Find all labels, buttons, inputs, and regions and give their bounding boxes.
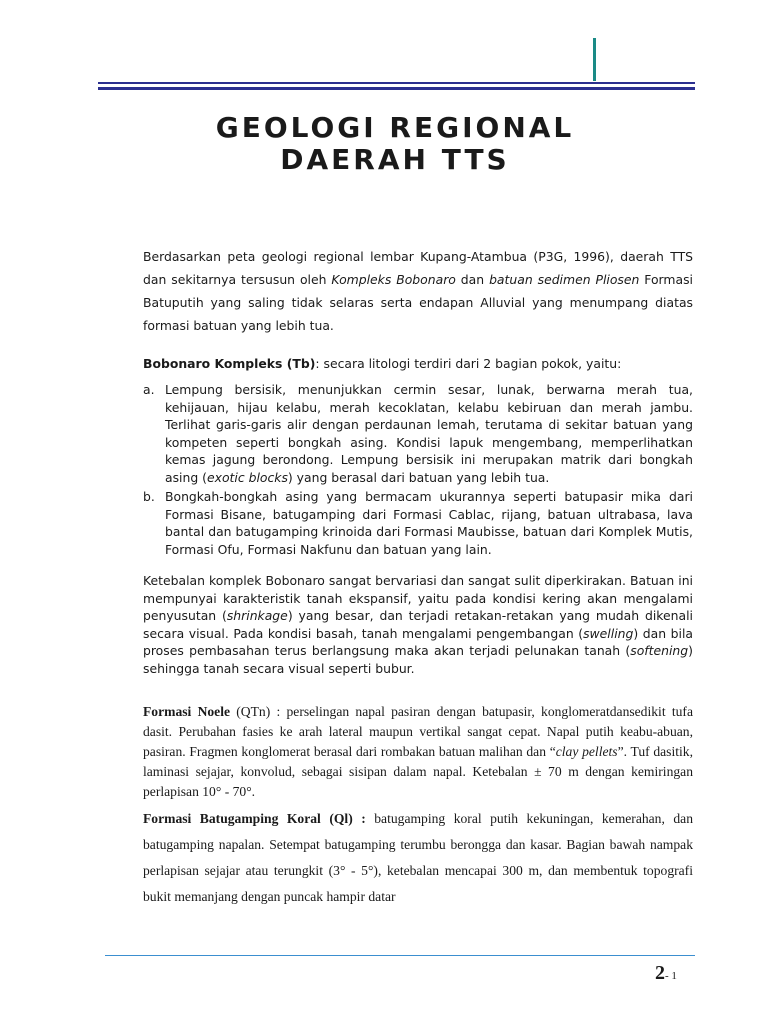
bobonaro-paragraph bbox=[143, 352, 693, 375]
thickness-italic-3: softening bbox=[630, 643, 689, 658]
intro-text-2: dan bbox=[455, 272, 490, 287]
thickness-italic-2: swelling bbox=[583, 625, 634, 641]
koral-heading: Formasi Batugamping Koral (Ql) : bbox=[143, 811, 366, 826]
list-a-italic: exotic blocks bbox=[206, 469, 288, 485]
intro-text-3: Formasi Batuputih yang saling tidak selaras serta endapan Alluvial yang menumpang diatas formasi batuan yang lebih tua. bbox=[143, 272, 693, 333]
noele-heading: Formasi Noele bbox=[143, 704, 231, 719]
bobonaro-list bbox=[143, 381, 693, 560]
koral-text: batugamping koral putih kekuningan, kemerahan, dan batugamping napalan. Setempat batugamping terumbu berongga dan kasar. Bagian bawah nampak perlapisan sejajar atau terungkit (3° - 5°), ketebalan mencapai 300 m, dan membentuk topografi bukit memanjang dengan puncak hampir datar bbox=[143, 811, 693, 904]
list-a-text-2: ) yang berasal dari batuan yang lebih tua. bbox=[287, 469, 550, 485]
intro-italic-1: Kompleks Bobonaro bbox=[331, 272, 456, 287]
noele-text-1: (QTn) : perselingan napal pasiran dengan batupasir, konglomeratdansedikit tufa dasit. Perubahan fasies ke arah lateral maupun vertikal sangat cepat. Napal putih keabu-abuan, pasiran. Fragmen konglomerat berasal dari rombakan batuan malihan dan “ bbox=[143, 704, 693, 759]
page-title bbox=[150, 112, 640, 176]
intro-text-1: Berdasarkan peta geologi regional lembar Kupang-Atambua (P3G, 1996), daerah TTS dan sekitarnya tersusun oleh bbox=[143, 249, 693, 287]
header-rule-bottom bbox=[98, 87, 695, 90]
list-marker-b: b. bbox=[143, 489, 155, 504]
footer-rule bbox=[105, 955, 695, 956]
bobonaro-text: : secara litologi terdiri dari 2 bagian pokok, yaitu: bbox=[315, 356, 622, 371]
bobonaro-heading: Bobonaro Kompleks (Tb) bbox=[143, 356, 316, 371]
header-accent-bar bbox=[593, 38, 596, 81]
page-number-sub: - 1 bbox=[665, 970, 677, 982]
list-marker-a: a. bbox=[143, 382, 155, 397]
list-item-b bbox=[143, 488, 693, 558]
page-number bbox=[655, 962, 677, 985]
list-b-text: Bongkah-bongkah asing yang bermacam ukurannya seperti batupasir mika dari Formasi Bisane, batugamping dari Formasi Cablac, rijang, batuan ultrabasa, lava bantal dan batugamping krinoida dari Formasi Maubisse, batuan dari Komplek Mutis, Formasi Ofu, Formasi Nakfunu dan batuan yang lain. bbox=[165, 489, 693, 557]
thickness-paragraph bbox=[143, 572, 693, 677]
thickness-text-3: ) dan bila proses pembasahan terus berlangsung maka akan terjadi pelunakan tanah ( bbox=[143, 625, 693, 658]
thickness-text-1: Ketebalan komplek Bobonaro sangat bervariasi dan sangat sulit diperkirakan. Batuan ini mempunyai karakteristik tanah ekspansif, yaitu pada kondisi kering akan mengalami penyusutan ( bbox=[143, 573, 693, 623]
noele-italic: clay pellets bbox=[555, 744, 618, 759]
noele-paragraph bbox=[143, 702, 693, 802]
thickness-text-4: ) sehingga tanah secara visual seperti bubur. bbox=[143, 643, 693, 676]
list-item-a bbox=[143, 381, 693, 486]
thickness-italic-1: shrinkage bbox=[226, 608, 288, 623]
noele-text-2: ”. Tuf dasitik, laminasi sejajar, konvolud, sebagai sisipan dalam napal. Ketebalan ± 70 m dengan kemiringan perlapisan 10° - 70°. bbox=[143, 744, 693, 799]
list-a-text-1: Lempung bersisik, menunjukkan cermin sesar, lunak, berwarna merah tua, kehijauan, hijau kelabu, merah kecoklatan, kelabu kebiruan dan merah jambu. Terlihat garis-garis alir dengan perdaunan lemah, terutama di sekitar batuan yang kompeten seperti bongkah asing. Kondisi lapuk mengembang, memperlihatkan kemas jagung berondong. Lempung bersisik ini merupakan matrik dari bongkah asing ( bbox=[165, 382, 693, 485]
title-line-1: GEOLOGI REGIONAL bbox=[215, 111, 575, 144]
page-number-chapter: 2 bbox=[655, 962, 665, 984]
title-line-2: DAERAH TTS bbox=[280, 143, 510, 176]
header-rule-top bbox=[98, 82, 695, 84]
intro-italic-2: batuan sedimen Pliosen bbox=[489, 272, 640, 287]
intro-paragraph bbox=[143, 245, 693, 337]
koral-paragraph bbox=[143, 806, 693, 910]
thickness-text-2: ) yang besar, dan terjadi retakan-retakan yang mudah dikenali secara visual. Pada kondisi basah, tanah mengalami pengembangan ( bbox=[143, 608, 693, 641]
